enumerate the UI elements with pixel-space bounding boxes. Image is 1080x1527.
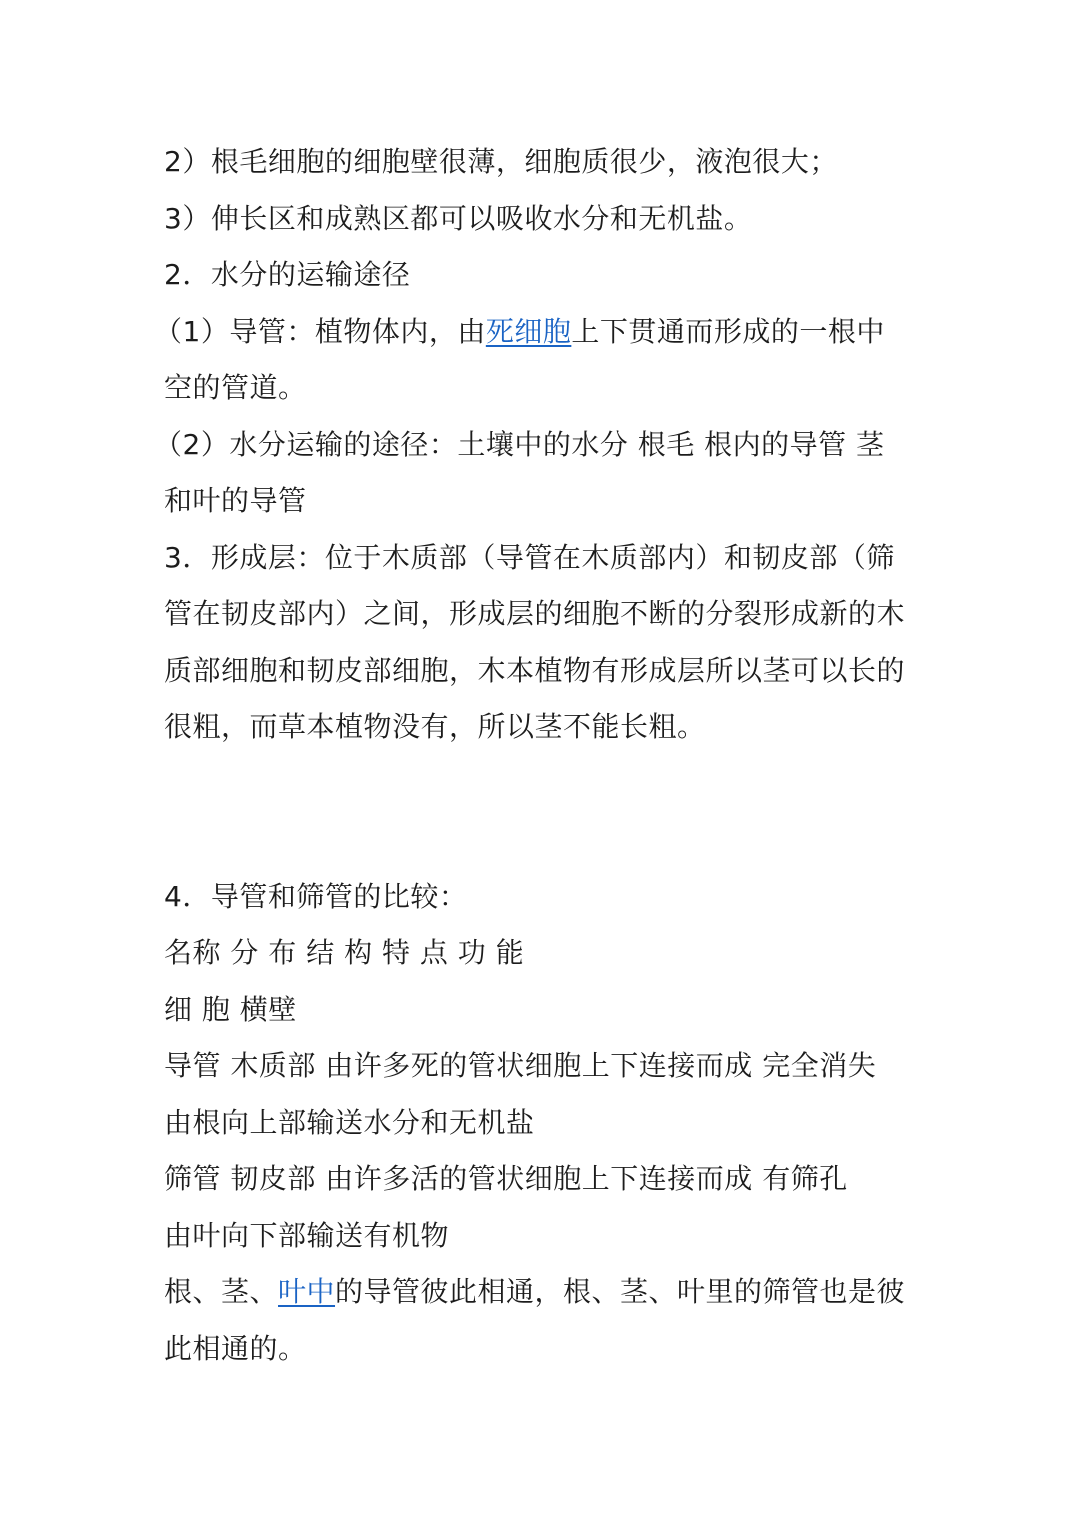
dead-cell-link[interactable]: 死细胞 (485, 314, 572, 348)
text-line: 质部细胞和韧皮部细胞，木本植物有形成层所以茎可以长的 (164, 653, 906, 687)
text-line: 管在韧皮部内）之间，形成层的细胞不断的分裂形成新的木 (164, 597, 906, 630)
table-header-row: 名称 分 布 结 构 特 点 功 能 (164, 936, 525, 969)
paragraph-gap (164, 756, 920, 869)
in-leaf-link[interactable]: 叶中 (278, 1275, 336, 1308)
table-row: 导管 木质部 由许多死的管状细胞上下连接而成 完全消失 (164, 1049, 877, 1082)
table-row: 筛管 韧皮部 由许多活的管状细胞上下连接而成 有筛孔 (164, 1162, 848, 1195)
text-line: 由根向上部输送水分和无机盐 (164, 1105, 535, 1139)
section-heading: 3．形成层：位于木质部（导管在木质部内）和韧皮部（筛 (164, 540, 895, 574)
text-line: 此相通的。 (164, 1331, 307, 1365)
text-line: 和叶的导管 (164, 484, 307, 517)
section-heading: 2．水分的运输途径 (164, 258, 411, 291)
section-heading: 4．导管和筛管的比较： (164, 879, 468, 913)
text-line: 很粗，而草本植物没有，所以茎不能长粗。 (164, 710, 706, 743)
text-line: 空的管道。 (164, 371, 307, 404)
table-subheader-row: 细 胞 横壁 (164, 992, 297, 1026)
text-line: （2）水分运输的途径：土壤中的水分 根毛 根内的导管 茎 (154, 427, 885, 461)
text-line: 2）根毛细胞的细胞壁很薄，细胞质很少，液泡很大； (164, 145, 838, 178)
text-line (154, 304, 920, 361)
text-segment: 根、茎、 (164, 1275, 279, 1308)
text-line: 由叶向下部输送有机物 (164, 1218, 450, 1252)
text-segment: 上下贯通而形成的一根中 (571, 314, 885, 348)
text-segment: 的导管彼此相通，根、茎、叶里的筛管也是彼 (335, 1275, 906, 1308)
text-line (164, 1264, 920, 1321)
document-body (154, 134, 920, 1377)
text-line: 3）伸长区和成熟区都可以吸收水分和无机盐。 (164, 201, 753, 235)
text-segment: （1）导管：植物体内，由 (154, 314, 486, 348)
